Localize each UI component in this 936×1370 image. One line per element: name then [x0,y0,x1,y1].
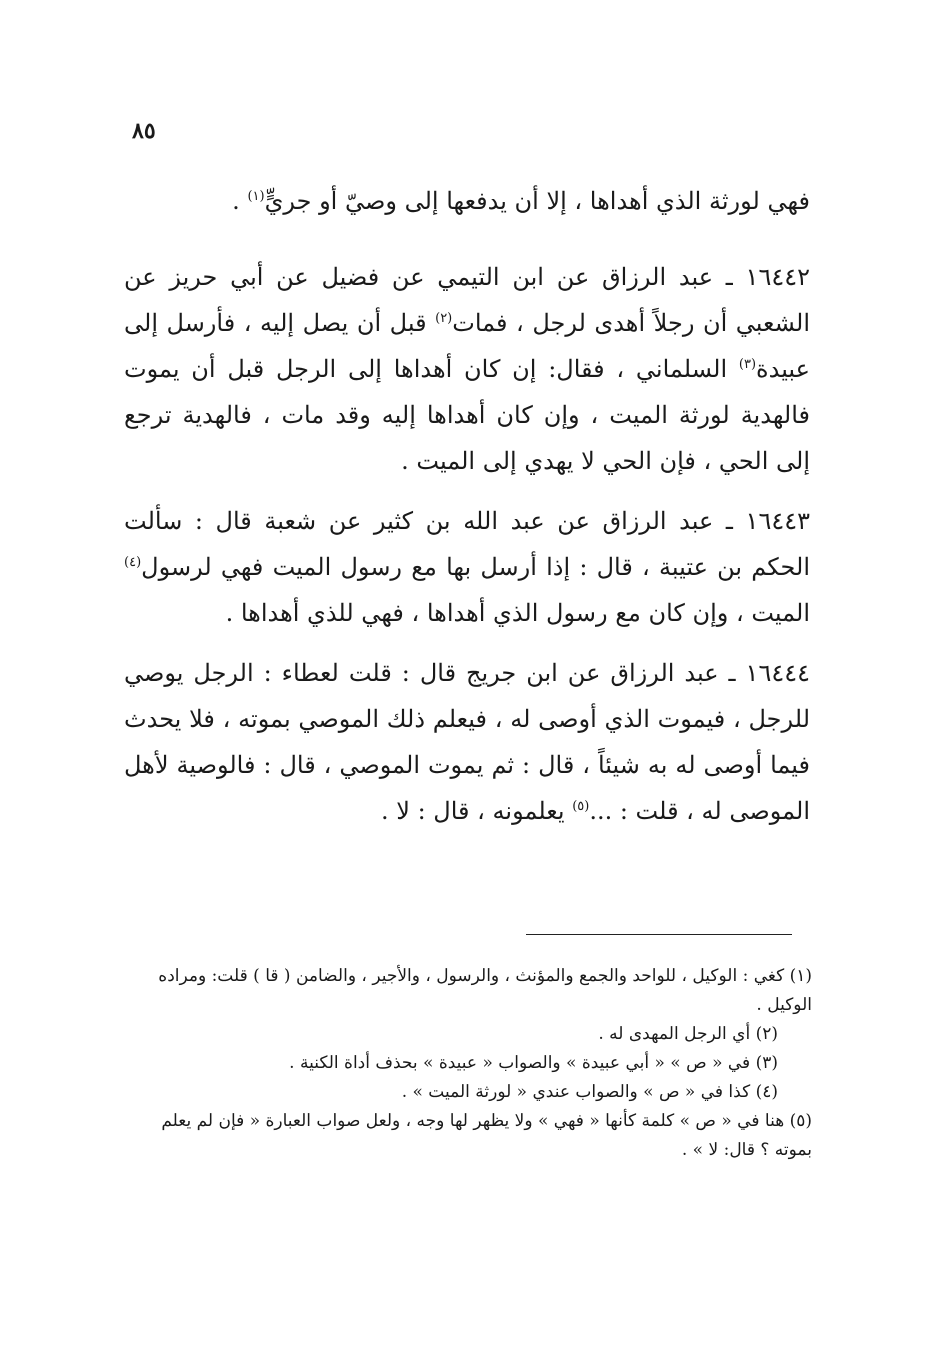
page-number: ٨٥ [132,118,156,144]
hadith-16442 [124,254,810,484]
hadith-number: ١٦٤٤٤ [745,659,810,687]
main-text [124,178,810,848]
footnote-4 [126,1078,812,1107]
continuation-text: فهي لورثة الذي أهداها ، إلا أن يدفعها إلى وصيّ أو جريٍّ [264,187,810,215]
footnote-mark: (١) [789,966,812,986]
hadith-text: ـ عبد الرزاق عن عبد الله بن كثير عن شعبة قال : سألت الحكم بن عتيبة ، قال : إذا أرسل بها مع رسول الميت فهي لرسول [124,507,811,581]
hadith-16443 [124,498,810,636]
hadith-text-cont: يعلمونه ، قال : لا . [381,797,565,825]
hadith-text: ـ عبد الرزاق عن ابن جريج قال : قلت لعطاء : الرجل يوصي للرجل ، فيموت الذي أوصى له ، فيعلم ذلك الموصي بموته ، فلا يحدث فيما أوصى له به شيئاً ، قال : ثم يموت الموصي ، قال : فالوصية لأهل الموصى له ، قلت : ... [124,659,811,825]
continuation-end: . [232,187,240,215]
footnote-ref-5: (٥) [572,799,590,814]
hadith-text: ـ عبد الرزاق عن ابن التيمي عن فضيل عن أبي حريز عن الشعبي أن رجلاً أهدى لرجل ، فمات [124,263,810,337]
footnote-divider [526,934,792,935]
hadith-number: ١٦٤٤٢ [745,263,810,291]
footnote-5 [126,1107,812,1165]
hadith-text-cont: السلماني ، فقال: إن كان أهداها إلى الرجل قبل أن يموت فالهدية لورثة الميت ، وإن كان أهداها إليه وقد مات ، فالهدية ترجع إلى الحي ، فإن الحي لا يهدي إلى الميت . [124,355,810,475]
footnote-2 [126,1020,812,1049]
footnote-ref-2: (٢) [435,311,453,326]
footnote-text: كذا في « ص » والصواب عندي « لورثة الميت » . [401,1082,751,1102]
footnote-mark: (٤) [755,1082,778,1102]
footnote-text: هنا في « ص » كلمة كأنها « فهي » ولا يظهر لها وجه ، ولعل صواب العبارة « فإن لم يعلم بموته ؟ قال: لا » . [161,1111,812,1160]
footnote-mark: (٢) [755,1024,778,1044]
hadith-number: ١٦٤٤٣ [745,507,810,535]
footnote-mark: (٣) [755,1053,778,1073]
continuation-paragraph [124,178,810,224]
hadith-text-cont: الميت ، وإن كان مع رسول الذي أهداها ، فهي للذي أهداها . [225,599,810,627]
footnotes [126,962,812,1165]
footnote-3 [126,1049,812,1078]
footnote-1 [126,962,812,1020]
footnote-text: في « ص » « أبي عبيدة » والصواب « عبيدة » بحذف أداة الكنية . [289,1053,751,1073]
footnote-ref-3: (٣) [738,357,757,372]
footnote-text: كغي : الوكيل ، للواحد والجمع والمؤنث ، والرسول ، والأجير ، والضامن ( قا ) قلت: ومراده الوكيل . [158,966,812,1015]
footnote-ref-1: (١) [247,189,265,204]
hadith-16444 [124,650,810,834]
footnote-text: أي الرجل المهدى له . [598,1024,751,1044]
hadith-text-cont: قبل أن يصل إليه ، فأرسل إلى عبيدة [124,309,810,383]
footnote-ref-4: (٤) [124,555,142,570]
footnote-mark: (٥) [789,1111,812,1131]
